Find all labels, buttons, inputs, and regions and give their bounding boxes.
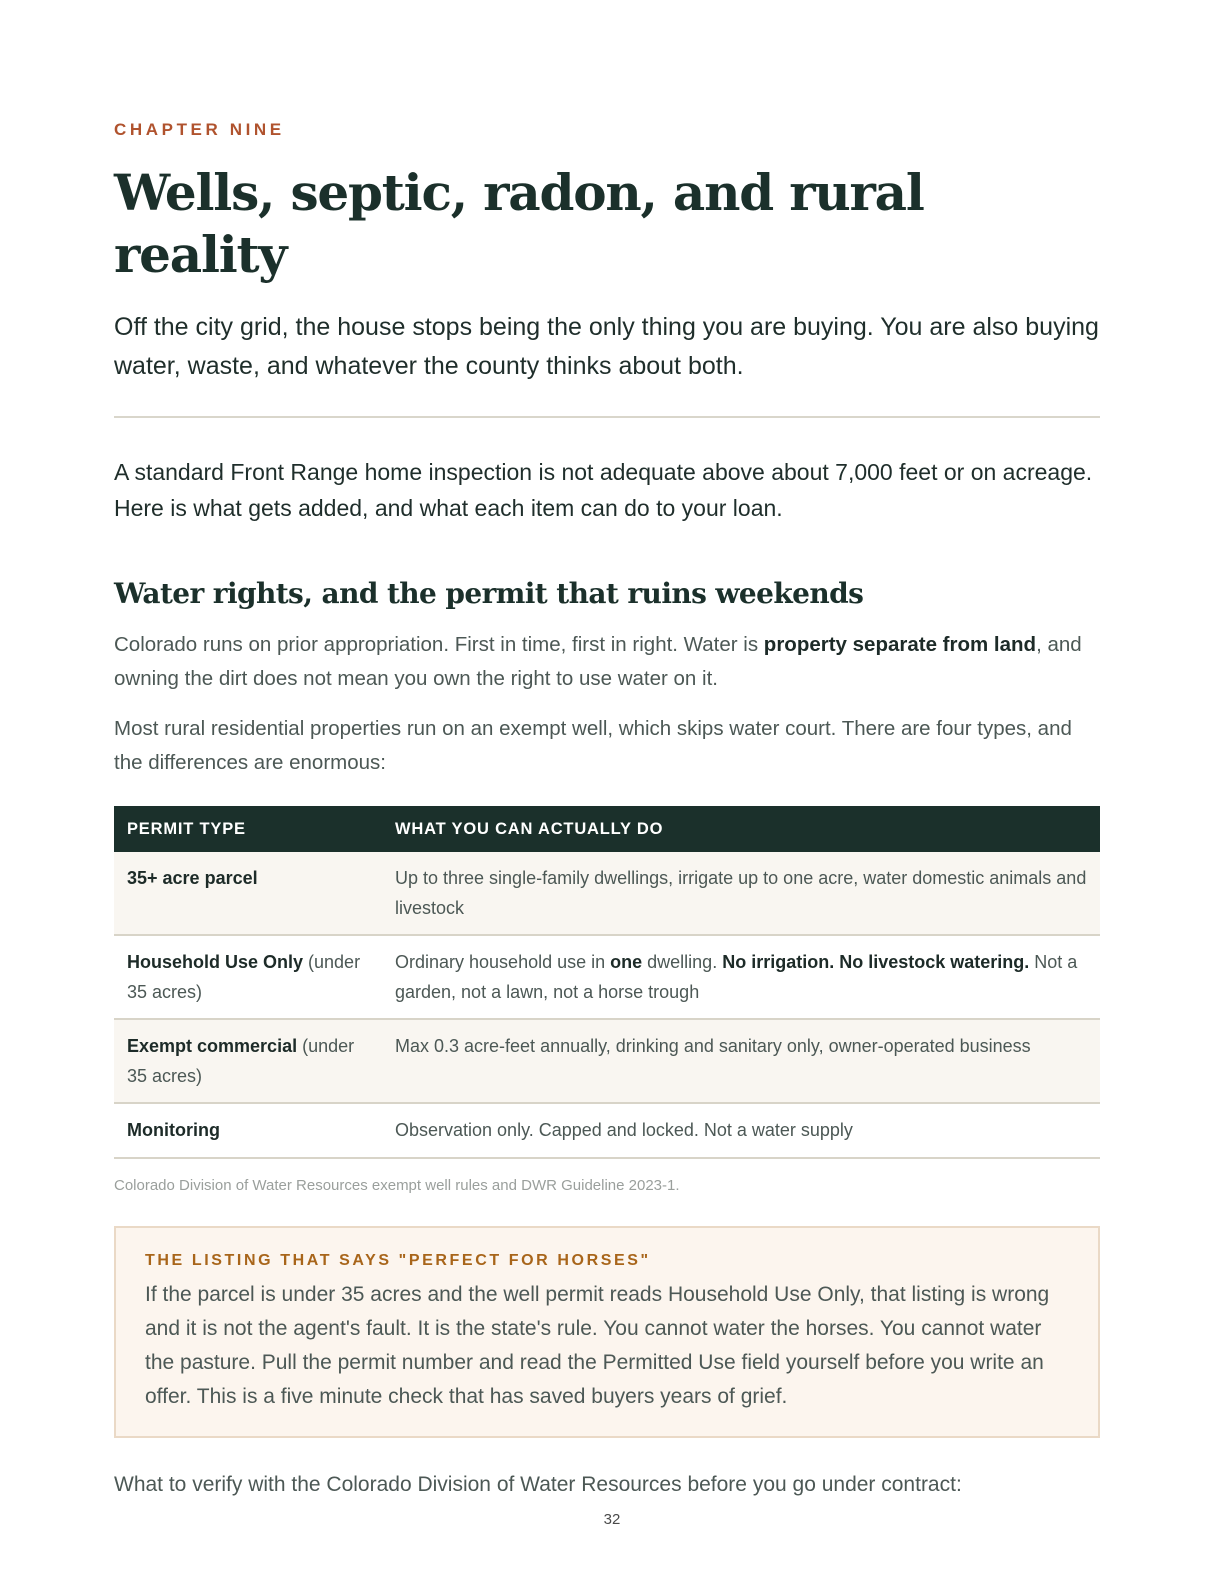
permit-use-text: dwelling. (642, 952, 723, 972)
permit-type-cell (114, 852, 382, 935)
callout-label: THE LISTING THAT SAYS "PERFECT FOR HORSES" (145, 1251, 651, 1269)
table-row (114, 935, 1100, 1019)
page-number: 32 (603, 1511, 621, 1528)
intro-paragraph: A standard Front Range home inspection is not adequate above about 7,000 feet or on acreage. Here is what gets added, and what each item can do to your loan. (114, 459, 1093, 521)
permit-types-table (114, 806, 1100, 1159)
paragraph-text: , and owning the dirt does not mean you own the right to use water on it. (114, 633, 1082, 690)
permit-type-name: Household Use Only (127, 952, 304, 972)
section-divider (114, 416, 1100, 418)
table-row (114, 1103, 1100, 1158)
page-content (114, 120, 1100, 1502)
chapter-title: Wells, septic, radon, and rural reality (114, 163, 924, 284)
chapter-eyebrow: CHAPTER NINE (114, 120, 285, 139)
permit-use-cell (382, 935, 1100, 1019)
column-header-permit-type: PERMIT TYPE (114, 806, 382, 852)
permit-use-text: Not a garden, not a lawn, not a horse trough (395, 952, 1078, 1002)
permit-type-name: Monitoring (127, 1120, 220, 1140)
permit-type-qualifier: (under 35 acres) (127, 1036, 355, 1086)
permit-use-emphasis: one (610, 952, 643, 972)
paragraph-text: Colorado runs on prior appropriation. First in time, first in right. Water is (114, 633, 764, 656)
table-row (114, 1019, 1100, 1103)
permit-type-cell (114, 935, 382, 1019)
table-header-row (114, 806, 1100, 852)
permit-use-emphasis: No irrigation. No livestock watering. (722, 952, 1030, 972)
permit-type-cell (114, 1019, 382, 1103)
table-source-note: Colorado Division of Water Resources exempt well rules and DWR Guideline 2023-1. (114, 1176, 680, 1194)
permit-type-name: 35+ acre parcel (127, 868, 258, 888)
section-paragraph-2: Most rural residential properties run on an exempt well, which skips water court. There are four types, and the differences are enormous: (114, 717, 1072, 774)
permit-use-text: Ordinary household use in (395, 952, 611, 972)
permit-use-cell (382, 1019, 1100, 1103)
paragraph-emphasis: property separate from land (763, 633, 1037, 656)
permit-type-name: Exempt commercial (127, 1036, 298, 1056)
permit-use-cell (382, 1103, 1100, 1158)
permit-use-text: Observation only. Capped and locked. Not a water supply (395, 1120, 853, 1140)
permit-use-text: Max 0.3 acre-feet annually, drinking and sanitary only, owner-operated business (395, 1036, 1031, 1056)
callout-body: If the parcel is under 35 acres and the well permit reads Household Use Only, that listing is wrong and it is not the agent's fault. It is the state's rule. You cannot water the horses. You cannot water the pasture. Pull the permit number and read the Permitted Use field yourself before you write an offer. This is a five minute check that has saved buyers years of grief. (145, 1282, 1050, 1408)
section-paragraph-1 (114, 628, 1100, 696)
chapter-lede: Off the city grid, the house stops being the only thing you are buying. You are also buying water, waste, and whatever the county thinks about both. (114, 313, 1099, 380)
callout-box (114, 1226, 1100, 1438)
permit-use-cell (382, 852, 1100, 935)
section-heading: Water rights, and the permit that ruins weekends (114, 577, 864, 610)
permit-use-text: Up to three single-family dwellings, irrigate up to one acre, water domestic animals and livestock (395, 868, 1087, 918)
column-header-allowed-use: WHAT YOU CAN ACTUALLY DO (382, 806, 1100, 852)
table-row (114, 852, 1100, 935)
closing-paragraph: What to verify with the Colorado Division of Water Resources before you go under contract: (114, 1472, 962, 1496)
permit-type-qualifier: (under 35 acres) (127, 952, 361, 1002)
permit-type-cell (114, 1103, 382, 1158)
